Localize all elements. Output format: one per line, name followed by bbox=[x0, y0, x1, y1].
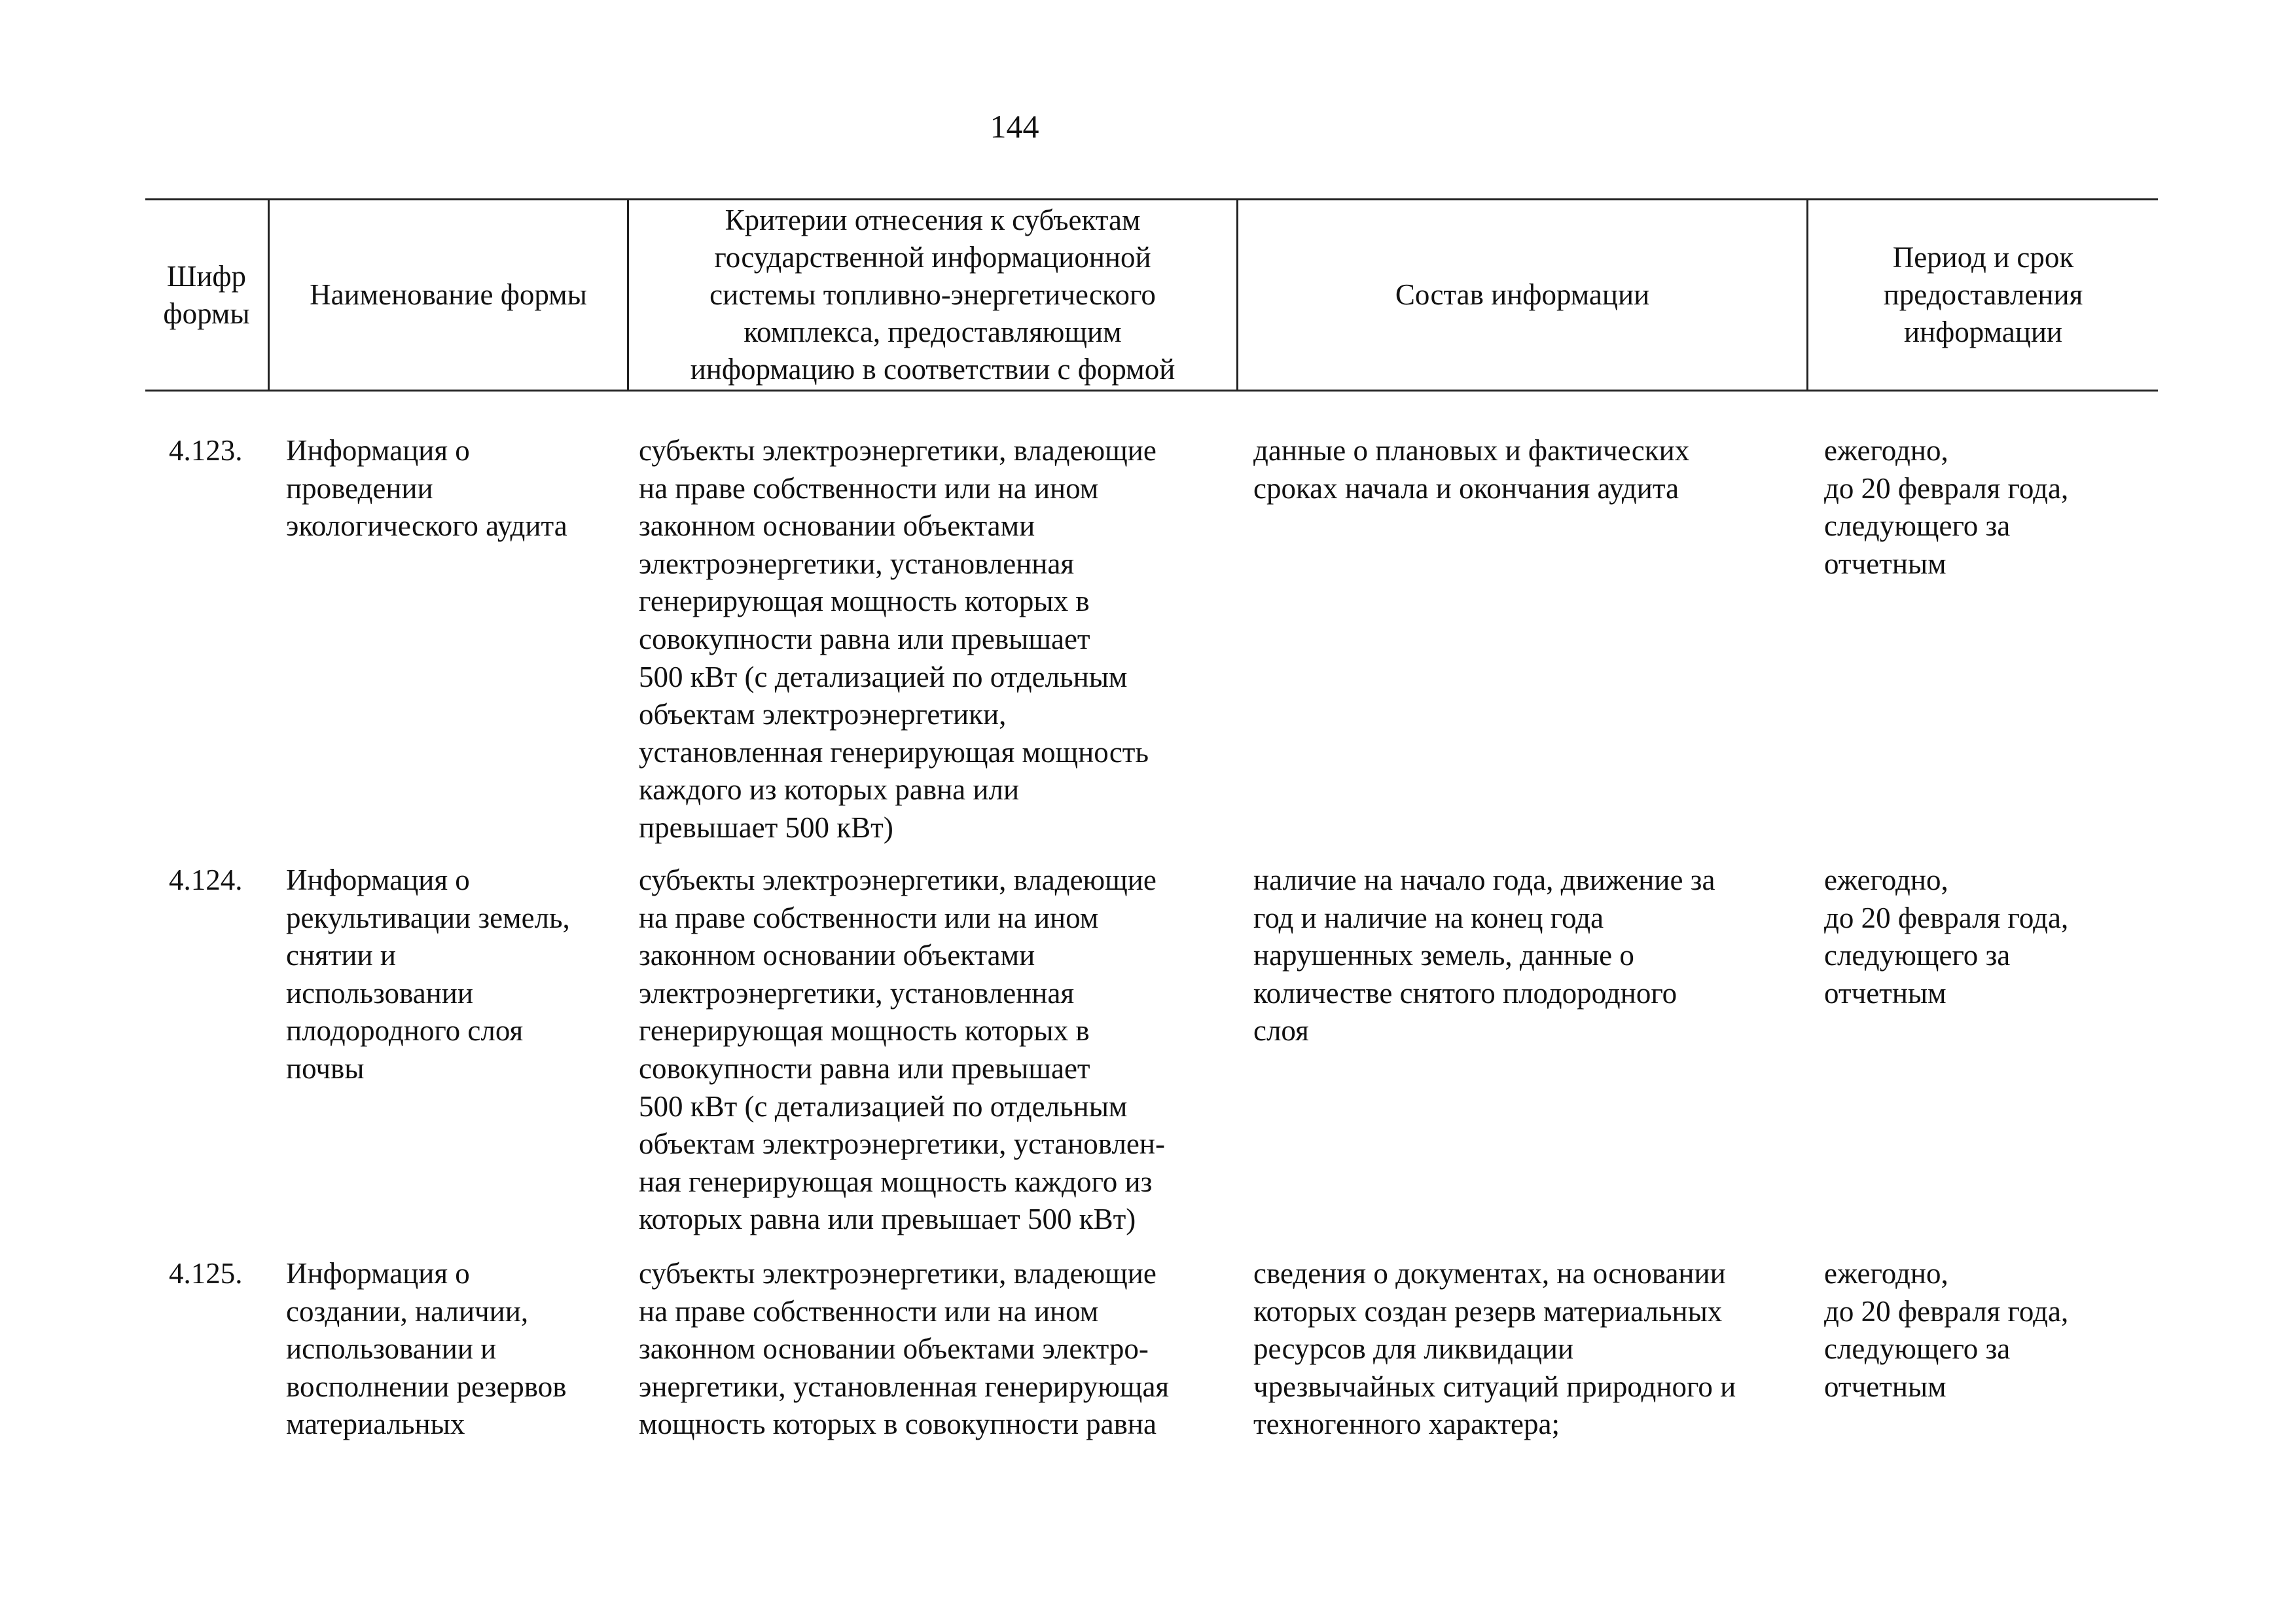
row-period: ежегодно, до 20 февраля года, следующего за отчетным bbox=[1824, 434, 2069, 580]
page-number: 144 bbox=[990, 108, 1039, 145]
row-criteria: субъекты электроэнергетики, владеющие на праве собственности или на ином законном основании объектами электро- энергетики, установленная генерирующая мощность которых в совокупности равна bbox=[639, 1257, 1170, 1441]
header-period-text: Период и срок предоставления информации bbox=[1883, 241, 2083, 348]
row-period: ежегодно, до 20 февраля года, следующего за отчетным bbox=[1824, 864, 2069, 1010]
row-code: 4.125. bbox=[169, 1257, 243, 1290]
row-period: ежегодно, до 20 февраля года, следующего за отчетным bbox=[1824, 1257, 2069, 1403]
header-content bbox=[1238, 200, 1806, 390]
row-criteria: субъекты электроэнергетики, владеющие на праве собственности или на ином законном основании объектами электроэнергетики, установленная генерирующая мощность которых в совокупности равна или превышает 500 кВт (с детализацией по отдельным объектам электроэнергетики, установленная генерирующая мощность каждого из которых равна или превышает 500 кВт) bbox=[639, 434, 1157, 844]
row-content: наличие на начало года, движение за год и наличие на конец года нарушенных земель, данные о количестве снятого плодородного слоя bbox=[1253, 864, 1715, 1048]
row-code: 4.123. bbox=[169, 434, 243, 467]
row-code: 4.124. bbox=[169, 864, 243, 896]
row-content: данные о плановых и фактических сроках начала и окончания аудита bbox=[1253, 434, 1690, 505]
header-name-text: Наименование формы bbox=[310, 278, 587, 311]
table-header-rule bbox=[145, 390, 2158, 392]
header-name bbox=[270, 200, 627, 390]
row-content: сведения о документах, на основании которых создан резерв материальных ресурсов для ликвидации чрезвычайных ситуаций природного и техногенного характера; bbox=[1253, 1257, 1736, 1441]
header-period bbox=[1808, 200, 2158, 390]
header-code-text: Шифр формы bbox=[163, 259, 250, 330]
row-name: Информация о рекультивации земель, снятии и использовании плодородного слоя почвы bbox=[286, 864, 570, 1085]
header-code bbox=[145, 200, 268, 390]
row-name: Информация о создании, наличии, использовании и восполнении резервов материальных bbox=[286, 1257, 567, 1441]
header-content-text: Состав информации bbox=[1395, 278, 1650, 311]
row-criteria: субъекты электроэнергетики, владеющие на праве собственности или на ином законном основании объектами электроэнергетики, установленная генерирующая мощность которых в совокупности равна или превышает 500 кВт (с детализацией по отдельным объектам электроэнергетики, установлен- ная генерирующая мощность каждого из которых равна или превышает 500 кВт) bbox=[639, 864, 1165, 1236]
header-criteria-text: Критерии отнесения к субъектам государственной информационной системы топливно-энергетического комплекса, предоставляющим информацию в соответствии с формой bbox=[690, 204, 1175, 386]
header-criteria bbox=[629, 200, 1236, 390]
row-name: Информация о проведении экологического аудита bbox=[286, 434, 567, 543]
